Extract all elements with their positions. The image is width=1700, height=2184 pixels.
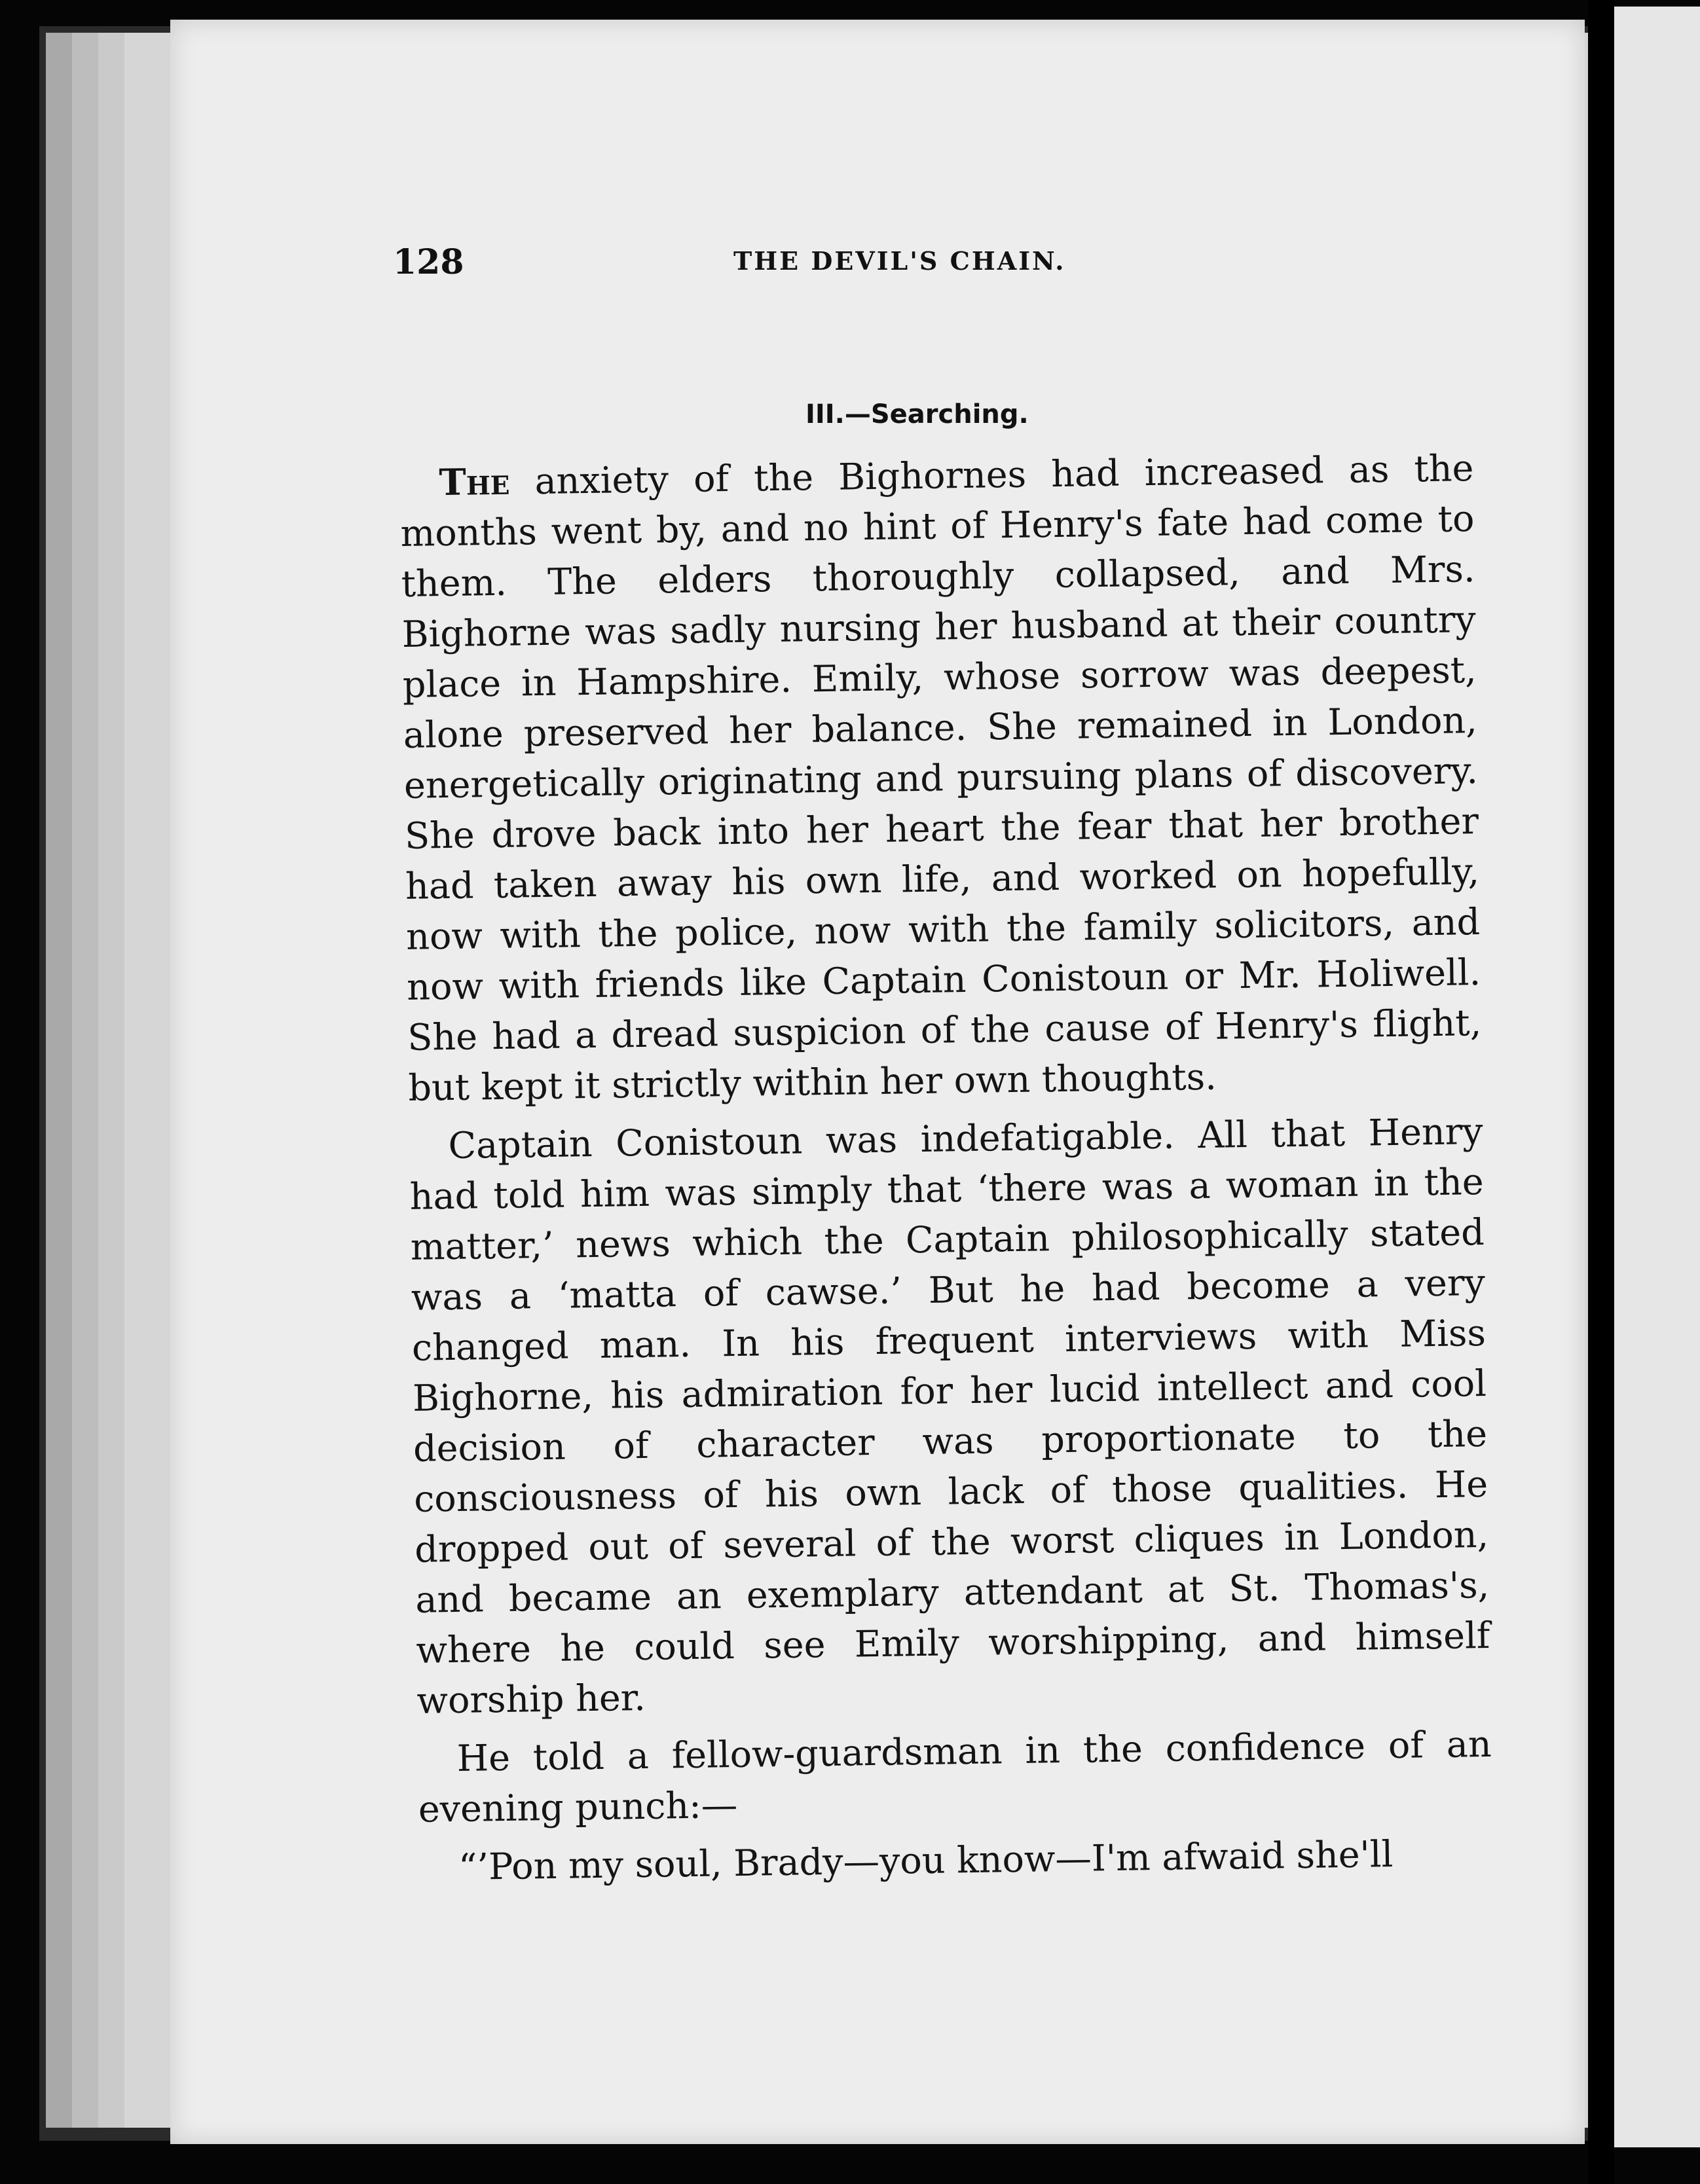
running-title: THE DEVIL'S CHAIN.	[733, 246, 1066, 276]
paragraph-text: anxiety of the Bighornes had increased as the months went by, and no hint of Henry's fate had come to them. The elders thoroughly collapsed, and Mrs. Bighorne was sadly nursing her husband at their country place in Hampshire. Emily, whose sorrow was deepest, alone preserved her balance. She remained in London, energetically originating and pursuing plans of discovery. She drove back into her heart the fear that her brother had taken away his own life, and worked on hopefully, now with the police, now with the family solicitors, and now with friends like Captain Conistoun or Mr. Holiwell. She had a dread suspicion of the cause of Henry's flight, but kept it strictly within her own thoughts.	[400, 447, 1482, 1110]
section-heading: III.—Searching.	[805, 399, 1029, 429]
page-number: 128	[393, 242, 464, 282]
book-gutter	[1588, 0, 1614, 2184]
paragraph: He told a fellow-guardsman in the confidence of an evening punch:—	[418, 1722, 1492, 1831]
paragraph-lead-word: The	[439, 460, 510, 505]
paragraph	[399, 443, 1483, 1114]
running-head	[393, 242, 1545, 288]
paragraph: Captain Conistoun was indefatigable. All that Henry had told him was simply that ‘there was a woman in the matter,’ news which the Captain philosophically stated was a ‘matta of cawse.’ But he had become a very changed man. In his frequent interviews with Miss Bighorne, his admiration for her lucid intellect and cool decision of character was proportionate to the consciousness of his own lack of those qualities. He dropped out of several of the worst cliques in London, and became an exemplary attendant at St. Thomas's, where he could see Emily worshipping, and himself worship her.	[409, 1110, 1490, 1722]
facing-page-edge	[1614, 7, 1700, 2147]
body-text	[399, 443, 1494, 1901]
paragraph: “’Pon my soul, Brady—you know—I'm afwaid she'll	[458, 1833, 1394, 1889]
